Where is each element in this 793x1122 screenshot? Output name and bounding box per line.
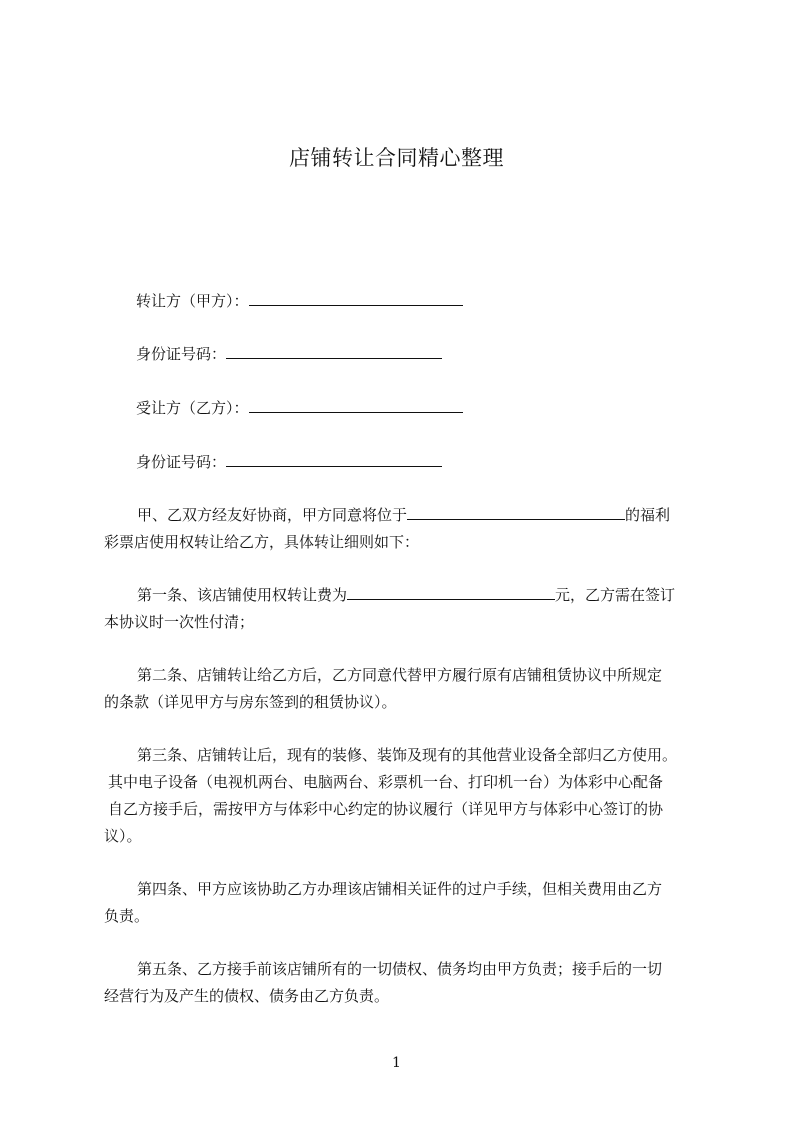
transfer-fee-blank[interactable] — [347, 585, 555, 600]
intro-line-2: 彩票店使用权转让给乙方，具体转让细则如下： — [104, 533, 420, 551]
transferee-id-field — [136, 452, 442, 472]
article-1-text-after: 元，乙方需在签订 — [555, 586, 676, 604]
document-title: 店铺转让合同精心整理 — [289, 146, 504, 170]
article-2-line-2: 的条款（详见甲方与房东签到的租赁协议）。 — [104, 693, 397, 711]
article-1-line-2: 本协议时一次性付清； — [104, 613, 255, 631]
article-4-line-2: 负责。 — [104, 907, 150, 925]
transferee-id-label: 身份证号码： — [136, 453, 227, 471]
transferor-id-field — [136, 344, 442, 364]
article-3-line-1: 第三条、店铺转让后，现有的装修、装饰及现有的其他营业设备全部归乙方使用。 — [137, 746, 678, 764]
transferee-id-blank[interactable] — [226, 452, 442, 467]
article-1-line-1 — [137, 585, 675, 605]
intro-text-before: 甲、乙双方经友好协商，甲方同意将位于 — [137, 506, 408, 524]
transferor-id-blank[interactable] — [226, 344, 442, 359]
article-2-line-1: 第二条、店铺转让给乙方后，乙方同意代替甲方履行原有店铺租赁协议中所规定 — [137, 666, 663, 684]
article-3-line-4: 议）。 — [104, 827, 142, 845]
article-1-text-before: 第一条、该店铺使用权转让费为 — [137, 586, 348, 604]
page-number: 1 — [392, 1055, 401, 1071]
transferee-blank[interactable] — [249, 398, 463, 413]
transferee-label: 受让方（乙方）： — [136, 399, 249, 417]
transferor-field — [136, 291, 463, 311]
intro-line-1 — [137, 505, 670, 525]
article-3-line-3: 自乙方接手后，需按甲方与体彩中心约定的协议履行（详见甲方与体彩中心签订的协 — [108, 800, 664, 818]
article-5-line-2: 经营行为及产生的债权、债务由乙方负责。 — [104, 987, 390, 1005]
location-blank[interactable] — [407, 505, 625, 520]
article-5-line-1: 第五条、乙方接手前该店铺所有的一切债权、债务均由甲方负责；接手后的一切 — [137, 960, 663, 978]
article-3-line-2: 其中电子设备（电视机两台、电脑两台、彩票机一台、打印机一台）为体彩中心配备 — [108, 773, 664, 791]
transferor-blank[interactable] — [249, 291, 463, 306]
article-4-line-1: 第四条、甲方应该协助乙方办理该店铺相关证件的过户手续，但相关费用由乙方 — [137, 880, 663, 898]
transferee-field — [136, 398, 463, 418]
transferor-id-label: 身份证号码： — [136, 345, 227, 363]
transferor-label: 转让方（甲方）： — [136, 292, 249, 310]
intro-text-after: 的福利 — [625, 506, 671, 524]
